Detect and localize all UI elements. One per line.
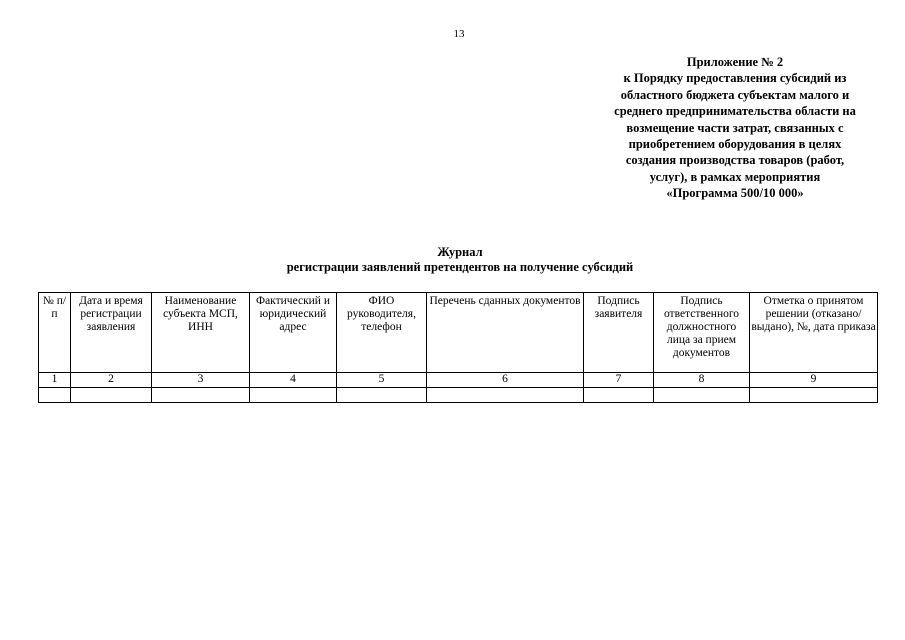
appendix-line: создания производства товаров (работ,: [625, 153, 845, 168]
column-number: 4: [250, 373, 337, 388]
appendix-line: к Порядку предоставления субсидий из: [623, 71, 847, 86]
table-cell: [71, 388, 152, 403]
registration-journal-table: [38, 292, 878, 403]
header-decision: Отметка о принятом решении (отказано/выдано), №, дата приказа: [750, 293, 878, 373]
appendix-heading: [590, 54, 880, 202]
header-address: Фактический и юридический адрес: [250, 293, 337, 373]
header-documents-list: Перечень сданных документов: [427, 293, 584, 373]
table-cell: [39, 388, 71, 403]
table-cell: [427, 388, 584, 403]
table-header-row: [39, 293, 878, 373]
journal-title-block: [240, 245, 680, 275]
header-msp-name: Наименование субъекта МСП, ИНН: [152, 293, 250, 373]
appendix-line: возмещение части затрат, связанных с: [626, 120, 844, 135]
header-number: № п/п: [39, 293, 71, 373]
column-number: 6: [427, 373, 584, 388]
table-cell: [152, 388, 250, 403]
column-number: 7: [584, 373, 654, 388]
column-number: 8: [654, 373, 750, 388]
appendix-line: приобретением оборудования в целях: [628, 137, 842, 152]
header-registration-date: Дата и время регистрации заявления: [71, 293, 152, 373]
appendix-line: областного бюджета субъектам малого и: [620, 87, 850, 102]
header-director: ФИО руководителя, телефон: [337, 293, 427, 373]
journal-subtitle: регистрации заявлений претендентов на получение субсидий: [286, 260, 634, 274]
table-cell: [750, 388, 878, 403]
appendix-line: «Программа 500/10 000»: [666, 186, 804, 201]
page-number: 13: [453, 28, 465, 40]
column-number: 5: [337, 373, 427, 388]
header-applicant-signature: Подпись заявителя: [584, 293, 654, 373]
appendix-line: услуг), в рамках мероприятия: [649, 169, 821, 184]
column-number: 9: [750, 373, 878, 388]
table-cell: [584, 388, 654, 403]
table-row: [39, 388, 878, 403]
table-cell: [250, 388, 337, 403]
appendix-line: среднего предпринимательства области на: [614, 104, 856, 119]
table-cell: [654, 388, 750, 403]
column-number: 1: [39, 373, 71, 388]
table-cell: [337, 388, 427, 403]
column-number-row: [39, 373, 878, 388]
appendix-line: Приложение № 2: [686, 55, 784, 69]
header-official-signature: Подпись ответственного должностного лица за прием документов: [654, 293, 750, 373]
column-number: 2: [71, 373, 152, 388]
column-number: 3: [152, 373, 250, 388]
journal-title: Журнал: [437, 245, 483, 259]
